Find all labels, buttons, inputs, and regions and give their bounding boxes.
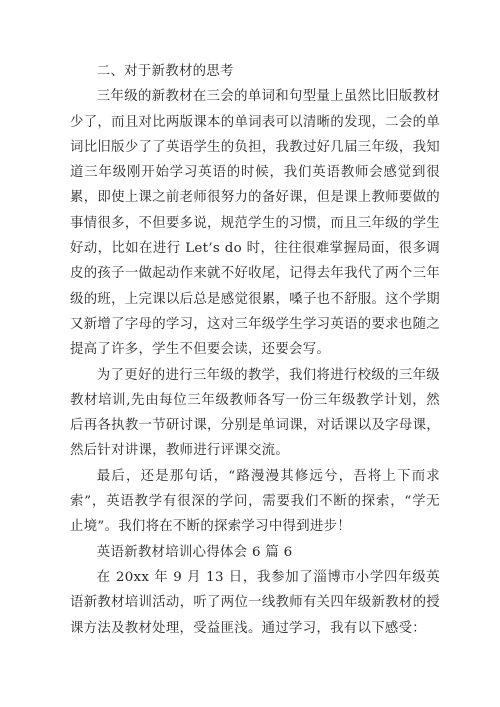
article-title: 英语新教材培训心得体会 6 篇 6 xyxy=(96,544,293,560)
paragraph: 最后，还是那句话，“路漫漫其修远兮，吾将上下而求索”，英语教学有很深的学问，需要我们不断的探索，“学无止境”。我们将在不断的探索学习中得到进步！ xyxy=(70,468,440,535)
paragraph: 在 20xx 年 9 月 13 日，我参加了淄博市小学四年级英语新教材培训活动，听了两位一线教师有关四年级新教材的授课方法及教材处理，受益匪浅。通过学习，我有以下感受： xyxy=(70,569,440,636)
document-body xyxy=(70,59,440,641)
section-heading: 二、对于新教材的思考 xyxy=(96,64,234,79)
paragraph: 为了更好的进行三年级的教学，我们将进行校级的三年级教材培训,先由每位三年级教师各写一份三年级教学计划，然后再各执教一节研讨课，分别是单词课，对话课以及字母课，然后针对讲课，教师进行评课交流。 xyxy=(70,367,440,459)
paragraph: 三年级的新教材在三会的单词和句型量上虽然比旧版教材少了，而且对比两版课本的单词表可以清晰的发现，二会的单词比旧版少了了英语学生的负担，我教过好几届三年级，我知道三年级刚开始学习英语的时候，我们英语教师会感觉到很累，即使上课之前老师很努力的备好课，但是课上教师要做的事情很多，不但要多说，规范学生的习惯，而且三年级的学生好动，比如在进行 Let’s do 时，往往很难掌握局面，很多调皮的孩子一做起动作来就不好收尾，记得去年我代了两个三年级的班，上完课以后总是感觉很累，嗓子也不舒服。这个学期又新增了字母的学习，这对三年级学生学习英语的要求也随之提高了许多，学生不但要会读，还要会写。 xyxy=(70,89,440,358)
